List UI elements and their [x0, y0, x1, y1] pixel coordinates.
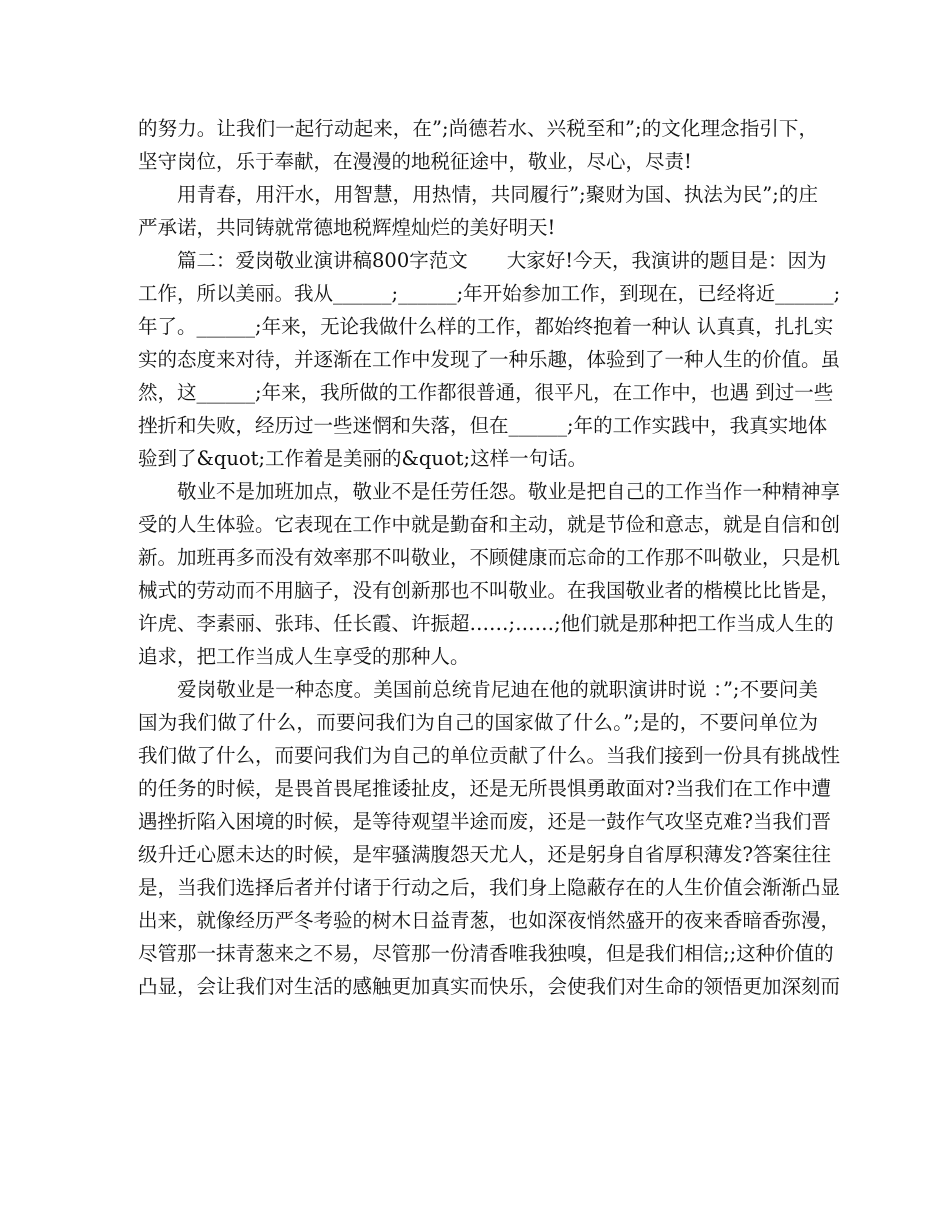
text-line: 爱岗敬业是一种态度。美国前总统肯尼迪在他的就职演讲时说 ：”;不要问美 [177, 678, 818, 701]
text-line: 尽管那一抹青葱来之不易，尽管那一份清香唯我独嗅，但是我们相信;;这种价值的 [138, 942, 834, 965]
text-line: 遇挫折陷入困境的时候，是等待观望半途而废，还是一鼓作气攻坚克难?当我们晋 [138, 810, 831, 833]
text-line: 篇二：爱岗敬业演讲稿800字范文 大家好!今天，我演讲的题目是：因为 [177, 249, 827, 272]
text-line: 国为我们做了什么，而要问我们为自己的国家做了什么。”;是的，不要问单位为 [138, 711, 818, 734]
text-line: 械式的劳动而不用脑子，没有创新那也不叫敬业。在我国敬业者的楷模比比皆是， [138, 579, 841, 602]
text-line: 用青春，用汗水，用智慧，用热情，共同履行”;聚财为国、执法为民”;的庄 [177, 183, 818, 206]
text-line: 然，这______;年来，我所做的工作都很普通，很平凡，在工作中，也遇 到过一些 [138, 381, 834, 404]
text-line: 级升迁心愿未达的时候，是牢骚满腹怨天尤人，还是躬身自省厚积薄发?答案往往 [138, 843, 831, 866]
text-line: 实的态度来对待，并逐渐在工作中发现了一种乐趣，体验到了一种人生的价值。虽 [138, 348, 841, 371]
text-line: 严承诺，共同铸就常德地税辉煌灿烂的美好明天! [138, 216, 556, 239]
text-line: 挫折和失败，经历过一些迷惘和失落，但在______;年的工作实践中，我真实地体 [138, 414, 828, 437]
text-line: 是，当我们选择后者并付诸于行动之后，我们身上隐蔽存在的人生价值会渐渐凸显 [138, 876, 841, 899]
text-line: 许虎、李素丽、张玮、任长霞、许振超……;……;他们就是那种把工作当成人生的 [138, 612, 834, 635]
body-text [138, 112, 841, 1003]
text-line: 新。加班再多而没有效率那不叫敬业，不顾健康而忘命的工作那不叫敬业，只是机 [138, 546, 841, 569]
text-line: 的任务的时候，是畏首畏尾推诿扯皮，还是无所畏惧勇敢面对?当我们在工作中遭 [138, 777, 831, 800]
text-line: 工作，所以美丽。我从______;______;年开始参加工作，到现在，已经将近______; [138, 282, 841, 305]
text-line: 出来，就像经历严冬考验的树木日益青葱，也如深夜悄然盛开的夜来香暗香弥漫， [138, 909, 841, 932]
text-line: 我们做了什么，而要问我们为自己的单位贡献了什么。当我们接到一份具有挑战性 [138, 744, 841, 767]
text-line: 验到了&quot;工作着是美丽的&quot;这样一句话。 [138, 447, 588, 470]
text-line: 年了。______;年来，无论我做什么样的工作，都始终抱着一种认 认真真，扎扎实 [138, 315, 834, 338]
text-line: 敬业不是加班加点，敬业不是任劳任怨。敬业是把自己的工作当作一种精神享 [177, 480, 841, 503]
text-line: 受的人生体验。它表现在工作中就是勤奋和主动，就是节俭和意志，就是自信和创 [138, 513, 841, 536]
text-line: 的努力。让我们一起行动起来，在”;尚德若水、兴税至和”;的文化理念指引下， [138, 117, 818, 140]
text-line: 凸显，会让我们对生活的感触更加真实而快乐，会使我们对生命的领悟更加深刻而 [138, 975, 841, 998]
text-line: 坚守岗位，乐于奉献，在漫漫的地税征途中，敬业，尽心，尽责! [138, 150, 692, 173]
text-line: 追求，把工作当成人生享受的那种人。 [138, 645, 470, 668]
